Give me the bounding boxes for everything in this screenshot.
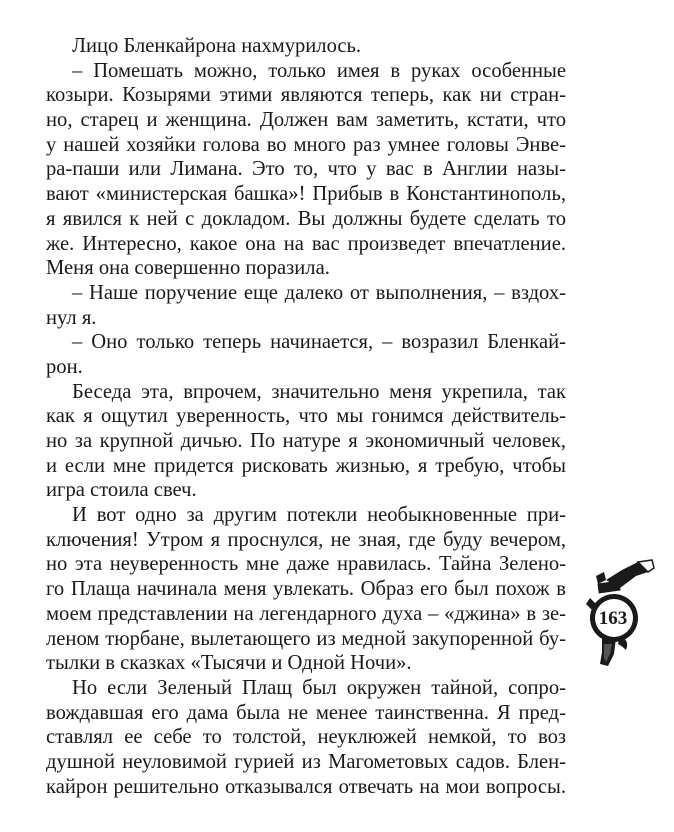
text-line: вождавшая его дама была не менее таинственна. Я пред- — [46, 701, 566, 724]
text-line: тылки в сказках «Тысячи и Одной Ночи». — [46, 652, 412, 675]
text-line: рон. — [46, 355, 83, 378]
text-line: у нашей хозяйки голова во много раз умнее головы Энве- — [46, 133, 566, 156]
text-line: леном тюрбане, вылетающего из медной закупоренной бу- — [46, 627, 566, 650]
text-line: как я ощутил уверенность, что мы гонимся действитель- — [46, 405, 566, 428]
text-line: же. Интересно, какое она на вас произведет впечатление. — [46, 232, 566, 255]
text-line: я явился к ней с докладом. Вы должны будете сделать то — [46, 207, 566, 230]
text-line: козыри. Козырями этими являются теперь, как ни стран- — [46, 84, 566, 107]
text-line: ставлял ее себе то толстой, неуклюжей немкой, то воз — [46, 726, 566, 749]
text-line: – Наше поручение еще далеко от выполнения, – вздох- — [72, 281, 566, 304]
text-line: но, старец и женщина. Должен вам заметить, кстати, что — [46, 109, 566, 132]
text-line: кайрон решительно отказывался отвечать на мои вопросы. — [46, 775, 566, 798]
text-line: игра стоила свеч. — [46, 479, 197, 502]
text-line: душной неуловимой гурией из Магометовых садов. Блен- — [46, 750, 566, 773]
text-line: Но если Зеленый Плащ был окружен тайной, сопро- — [72, 676, 566, 699]
text-line: нул я. — [46, 306, 97, 329]
body-text — [46, 34, 566, 799]
text-line: – Помешать можно, только имея в руках особенные — [72, 59, 566, 82]
text-line: и если мне придется рисковать жизнью, я требую, чтобы — [46, 454, 566, 477]
page-number: 163 — [598, 608, 628, 629]
text-line: вают «министерская башка»! Прибыв в Константинополь, — [46, 183, 566, 206]
text-line: Лицо Бленкайрона нахмурилось. — [72, 35, 362, 57]
text-line: И вот одно за другим потекли необыкновенные при- — [72, 504, 566, 527]
text-line: но за крупной дичью. По натуре я экономичный человек, — [46, 430, 566, 452]
text-line: но эта неуверенность мне даже нравилась. Тайна Зелено- — [46, 553, 566, 576]
text-line: го Плаща начинала меня увлекать. Образ его был похож в — [46, 578, 566, 601]
text-line: – Оно только теперь начинается, – возразил Бленкай- — [72, 331, 566, 354]
text-line: Беседа эта, впрочем, значительно меня укрепила, так — [72, 380, 566, 403]
text-line: ра-паши или Лимана. Это то, что у вас в Англии назы- — [46, 158, 566, 181]
text-line: ключения! Утром я проснулся, не зная, где буду вечером, — [46, 528, 566, 551]
text-line: моем представлении на легендарного духа – «джина» в зе- — [46, 602, 566, 625]
text-line: Меня она совершенно поразила. — [46, 257, 330, 280]
